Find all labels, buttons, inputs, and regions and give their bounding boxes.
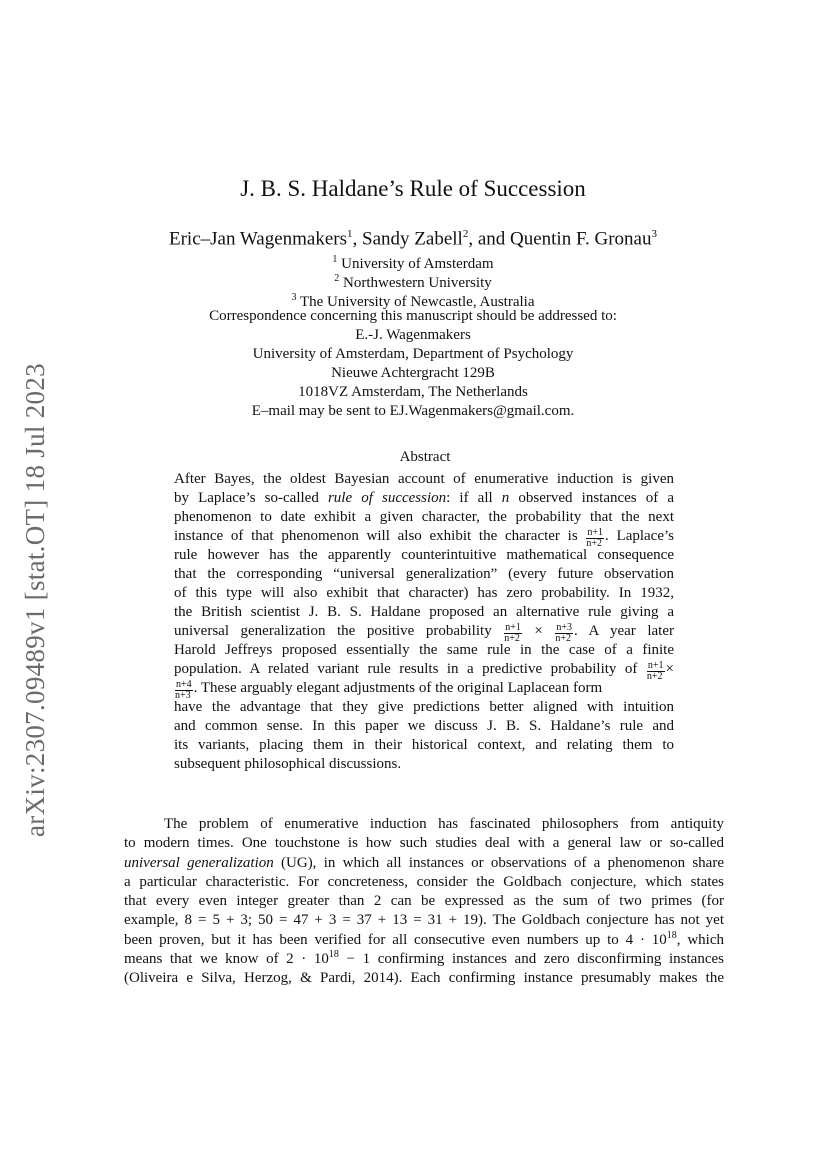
author-separator: ,	[352, 228, 363, 250]
author-name: Sandy Zabell	[362, 228, 463, 250]
fraction: $\frac{n+1}{n+2}$	[504, 622, 521, 644]
correspondence-line: E.-J. Wagenmakers	[355, 327, 471, 343]
math-variable: n	[501, 490, 510, 506]
fraction: $\frac{n+1}{n+2}$	[646, 660, 664, 682]
body-line: universal generalization (UG), in which all instances or observations of a phenomenon share	[124, 854, 724, 871]
fraction: $\frac{n+1}{n+2}$	[586, 527, 604, 549]
exponent: 18	[666, 929, 677, 941]
abstract-line: instance of that phenomenon will also exhibit the character is $\frac{n+1}{n+2}$ . Laplace’s	[174, 527, 674, 549]
abstract-line: rule however has the apparently counterintuitive mathematical consequence	[174, 547, 674, 563]
correspondence-email-line: E–mail may be sent to EJ.Wagenmakers@gmail.com.	[251, 403, 575, 419]
abstract-line: population. A related variant rule results in a predictive probability of $\frac{n+1}{n+2}$ ×	[174, 660, 674, 682]
abstract-line: by Laplace’s so-called rule of succession: if all n observed instances of a	[174, 490, 675, 506]
correspondence-line: 1018VZ Amsterdam, The Netherlands	[298, 384, 528, 400]
author-separator: , and	[468, 228, 510, 250]
body-line: that every even integer greater than 2 can be expressed as the sum of two primes (for	[124, 893, 724, 910]
fraction: $\frac{n+3}{n+2}$	[555, 622, 573, 644]
abstract-line: $\frac{n+4}{n+3}$ . These arguably elegant adjustments of the original Laplacean form	[175, 679, 603, 701]
abstract-line: subsequent philosophical discussions.	[174, 756, 402, 772]
fraction: $\frac{n+4}{n+3}$	[175, 679, 192, 701]
affiliation-mark: 3	[291, 292, 297, 303]
affiliation-name: The University of Newcastle, Australia	[299, 294, 535, 310]
affiliation-mark: 1	[332, 254, 338, 265]
abstract-line: have the advantage that they give predictions better aligned with intuition	[174, 699, 674, 715]
author-name: Eric–Jan Wagenmakers	[169, 228, 348, 250]
abstract-line: the British scientist J. B. S. Haldane proposed an alternative rule giving a	[174, 604, 674, 620]
body-line: been proven, but it has been verified for all consecutive even numbers up to $4 \cdot 10^{18}$, which	[124, 929, 724, 948]
affiliation-mark: 2	[334, 273, 340, 284]
body-line: example, 8 = 5 + 3; 50 = 47 + 3 = 37 + 13 = 31 + 19). The Goldbach conjecture has not yet	[124, 912, 724, 929]
emphasis: universal generalization	[124, 854, 274, 871]
affiliation-mark: 1	[347, 228, 353, 240]
abstract-line: its variants, placing them in their historical context, and relating them to	[174, 737, 674, 753]
abstract-line: of this type will also exhibit that character) has zero probability. In 1932,	[174, 585, 674, 601]
abstract-line: Harold Jeffreys proposed essentially the same rule in the case of a finite	[174, 642, 674, 658]
paper-title: J. B. S. Haldane’s Rule of Succession	[240, 176, 586, 201]
abstract-heading: Abstract	[399, 449, 451, 465]
abstract-line: and common sense. In this paper we discuss J. B. S. Haldane’s rule and	[174, 718, 674, 734]
author-name: Quentin F. Gronau	[510, 228, 652, 250]
correspondence-line: Nieuwe Achtergracht 129B	[331, 365, 495, 381]
body-line: means that we know of $2 \cdot 10^{18} - 1$ confirming instances and zero disconfirming instances	[124, 949, 724, 968]
affiliation-name: University of Amsterdam	[341, 256, 494, 272]
body-text	[124, 815, 724, 989]
body-line: The problem of enumerative induction has fascinated philosophers from antiquity	[164, 816, 724, 832]
correspondence-line: Correspondence concerning this manuscript should be addressed to:	[209, 308, 617, 324]
body-line: to modern times. One touchstone is how such studies deal with a general law or so-called	[124, 835, 724, 852]
affiliation-mark: 3	[651, 228, 657, 240]
affiliation-mark: 2	[462, 228, 469, 240]
exponent: 18	[328, 949, 339, 961]
affiliation-name: Northwestern University	[343, 275, 492, 291]
abstract-line: universal generalization the positive probability $\frac{n+1}{n+2}$ × $\frac{n+3}{n+2}$ . A year later	[174, 622, 674, 644]
abstract-body	[174, 470, 674, 774]
abstract-line: After Bayes, the oldest Bayesian account of enumerative induction is given	[174, 471, 674, 487]
author-list	[0, 228, 826, 250]
emphasis: rule of succession	[327, 490, 447, 506]
body-line: (Oliveira e Silva, Herzog, & Pardi, 2014). Each confirming instance presumably makes the	[124, 970, 724, 987]
abstract-line: phenomenon to date exhibit a given character, the probability that the next	[174, 509, 674, 525]
abstract-line: that the corresponding “universal generalization” (every future observation	[174, 566, 674, 582]
correspondence-line: University of Amsterdam, Department of Psychology	[252, 346, 574, 362]
arxiv-identifier-stamp: arXiv:2307.09489v1 [stat.OT] 18 Jul 2023	[20, 363, 50, 837]
body-line: a particular characteristic. For concreteness, consider the Goldbach conjecture, which states	[124, 873, 724, 890]
